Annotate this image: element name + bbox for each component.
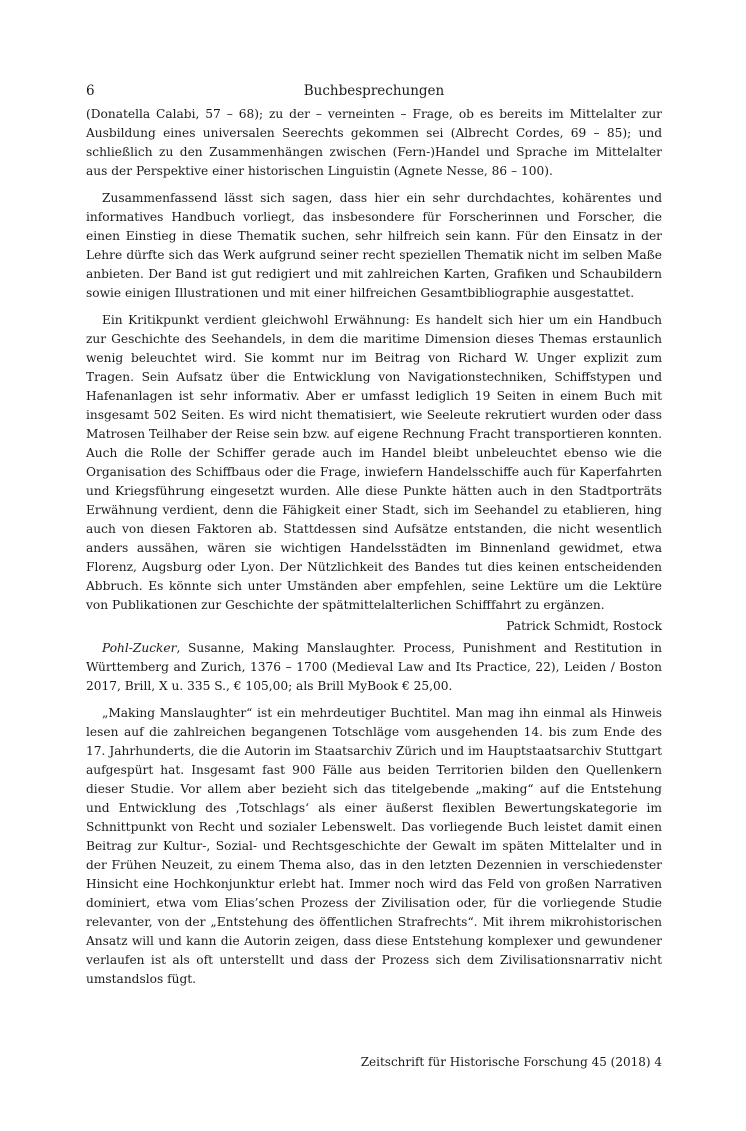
page-header — [86, 80, 662, 102]
page-number: 6 — [86, 83, 95, 99]
paragraph: Ein Kritikpunkt verdient gleichwohl Erwähnung: Es handelt sich hier um ein Handbuch zur Geschichte des Seehandels, in dem die maritime Dimension dieses Themas erstaunlich wenig beleuchtet wird. Sie kommt nur im Beitrag von Richard W. Unger explizit zum Tragen. Sein Aufsatz über die Entwicklung von Navigationstechniken, Schiffstypen und Hafenanlagen ist sehr informativ. Aber er umfasst lediglich 19 Seiten in einem Buch mit insgesamt 502 Seiten. Es wird nicht thematisiert, wie Seeleute rekrutiert wurden oder dass Matrosen Teilhaber der Reise sein bzw. auf eigene Rechnung Fracht transportieren konnten. Auch die Rolle der Schiffer gerade auch im Handel bleibt unbeleuchtet ebenso wie die Organisation des Schiffbaus oder die Frage, inwiefern Handelsschiffe auch für Kaperfahrten und Kriegsführung eingesetzt wurden. Alle diese Punkte hätten auch in den Stadtporträts Erwähnung verdient, denn die Fähigkeit einer Stadt, sich im Seehandel zu etablieren, hing auch von diesen Faktoren ab. Stattdessen sind Aufsätze entstanden, die nicht wesentlich anders aussähen, wären sie wichtigen Handelsstädten im Binnenland gewidmet, etwa Florenz, Augsburg oder Lyon. Der Nützlichkeit des Bandes tut dies keinen entscheidenden Abbruch. Es könnte sich unter Umständen aber empfehlen, seine Lektüre um die Lektüre von Publikationen zur Geschichte der spätmittelalterlichen Schifffahrt zu ergänzen. — [86, 313, 662, 612]
journal-footer: Zeitschrift für Historische Forschung 45 (2018) 4 — [360, 1055, 662, 1069]
review-pohl-zucker — [86, 639, 662, 989]
book-author: Pohl-Zucker — [102, 641, 177, 655]
paragraph: (Donatella Calabi, 57 – 68); zu der – verneinten – Frage, ob es bereits im Mittelalter zur Ausbildung eines universalen Seerechts gekommen sei (Albrecht Cordes, 69 – 85); und schließlich zu den Zusammenhängen zwischen (Fern-)Handel und Sprache im Mittelalter aus der Perspektive einer historischen Linguistin (Agnete Nesse, 86 – 100). — [86, 107, 662, 178]
paragraph: Zusammenfassend lässt sich sagen, dass hier ein sehr durchdachtes, kohärentes und informatives Handbuch vorliegt, das insbesondere für Forscherinnen und Forscher, die einen Einstieg in diese Thematik suchen, sehr hilfreich sein kann. Für den Einsatz in der Lehre dürfte sich das Werk aufgrund seiner recht speziellen Thematik nicht im selben Maße anbieten. Der Band ist gut redigiert und mit zahlreichen Karten, Grafiken und Schaubildern sowie einigen Illustrationen und mit einer hilfreichen Gesamtbibliographie ausgestattet. — [86, 191, 662, 300]
running-title: Buchbesprechungen — [303, 83, 445, 99]
bibliographic-entry — [86, 639, 662, 696]
reviewer-signature: Patrick Schmidt, Rostock — [506, 619, 662, 633]
page — [86, 80, 662, 989]
review-calabi-volume — [86, 105, 662, 636]
paragraph: „Making Manslaughter“ ist ein mehrdeutiger Buchtitel. Man mag ihn einmal als Hinweis lesen auf die zahlreichen begangenen Totschläge vom ausgehenden 14. bis zum Ende des 17. Jahrhunderts, die die Autorin im Staatsarchiv Zürich und im Hauptstaatsarchiv Stuttgart aufgespürt hat. Insgesamt fast 900 Fälle aus beiden Territorien bilden den Quellenkern dieser Studie. Vor allem aber bezieht sich das titelgebende „making“ auf die Entstehung und Entwicklung des ‚Totschlags‘ als einer äußerst flexiblen Bewertungskategorie im Schnittpunkt von Recht und sozialer Lebenswelt. Das vorliegende Buch leistet damit einen Beitrag zur Kultur-, Sozial- und Rechtsgeschichte der Gewalt im späten Mittelalter und in der Frühen Neuzeit, zu einem Thema also, das in den letzten Dezennien in verschiedenster Hinsicht eine Hochkonjunktur erlebt hat. Immer noch wird das Feld von großen Narrativen dominiert, etwa vom Elias’schen Prozess der Zivilisation oder, für die vorliegende Studie relevanter, von der „Entstehung des öffentlichen Strafrechts“. Mit ihrem mikrohistorischen Ansatz will und kann die Autorin zeigen, dass diese Entstehung komplexer und gewundener verlaufen ist als oft unterstellt und dass der Prozess sich dem Zivilisationsnarrativ nicht umstandslos fügt. — [86, 706, 662, 986]
book-citation: , Susanne, Making Manslaughter. Process, Punishment and Restitution in Württemberg and Zurich, 1376 – 1700 (Medieval Law and Its Practice, 22), Leiden / Boston 2017, Brill, X u. 335 S., € 105,00; als Brill MyBook € 25,00. — [86, 641, 662, 693]
